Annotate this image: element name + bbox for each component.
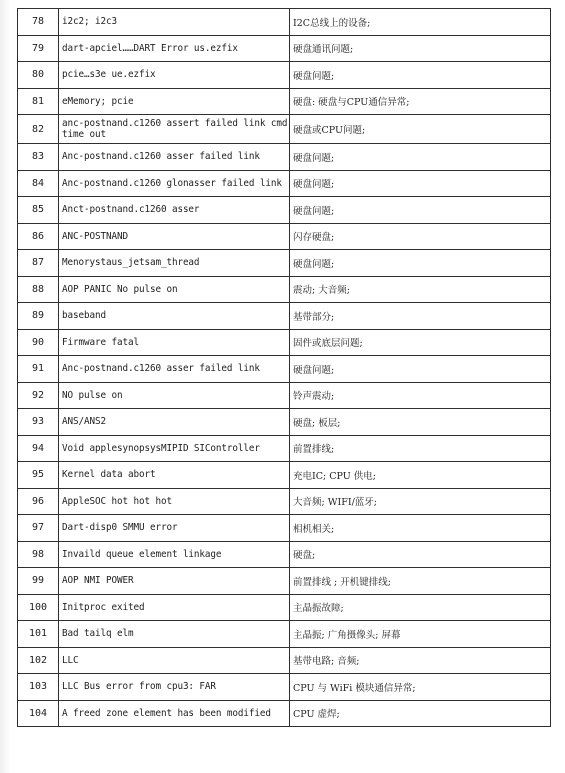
row-number: 99 xyxy=(18,568,59,595)
table-row xyxy=(18,382,551,409)
error-code-cell: AOP PANIC No pulse on xyxy=(59,276,290,303)
row-number: 90 xyxy=(18,329,59,356)
table-row xyxy=(18,223,551,250)
error-code-table-body xyxy=(18,9,551,727)
table-row xyxy=(18,144,551,171)
row-number: 87 xyxy=(18,250,59,277)
fault-description-cell: 基带部分; xyxy=(290,303,551,330)
fault-description-cell: 硬盘问题; xyxy=(290,197,551,224)
fault-description-cell: 铃声震动; xyxy=(290,382,551,409)
error-code-cell: ANS/ANS2 xyxy=(59,409,290,436)
row-number: 88 xyxy=(18,276,59,303)
fault-description-cell: 硬盘或CPU问题; xyxy=(290,115,551,144)
row-number: 89 xyxy=(18,303,59,330)
fault-description-cell: 主晶振故障; xyxy=(290,594,551,621)
row-number: 102 xyxy=(18,647,59,674)
table-row xyxy=(18,462,551,489)
error-code-cell: i2c2; i2c3 xyxy=(59,9,290,36)
row-number: 103 xyxy=(18,674,59,701)
error-code-cell: A freed zone element has been modified xyxy=(59,700,290,727)
table-row xyxy=(18,35,551,62)
table-row xyxy=(18,594,551,621)
fault-description-cell: 基带电路; 音频; xyxy=(290,647,551,674)
row-number: 101 xyxy=(18,621,59,648)
table-row xyxy=(18,9,551,36)
fault-description-cell: I2C总线上的设备; xyxy=(290,9,551,36)
error-code-cell: Firmware fatal xyxy=(59,329,290,356)
error-code-cell: Invaild queue element linkage xyxy=(59,541,290,568)
error-code-cell: Anct-postnand.c1260 asser xyxy=(59,197,290,224)
fault-description-cell: 硬盘; 板层; xyxy=(290,409,551,436)
error-code-cell: Anc-postnand.c1260 glonasser failed link xyxy=(59,170,290,197)
row-number: 85 xyxy=(18,197,59,224)
table-row xyxy=(18,674,551,701)
row-number: 97 xyxy=(18,515,59,542)
table-row xyxy=(18,329,551,356)
error-code-cell: Void applesynopsysMIPID SIController xyxy=(59,435,290,462)
page-edge-shadow xyxy=(0,0,10,773)
fault-description-cell: 相机相关; xyxy=(290,515,551,542)
fault-description-cell: 硬盘通讯问题; xyxy=(290,35,551,62)
table-row xyxy=(18,488,551,515)
row-number: 82 xyxy=(18,115,59,144)
error-code-cell: eMemory; pcie xyxy=(59,88,290,115)
fault-description-cell: 硬盘问题; xyxy=(290,356,551,383)
table-row xyxy=(18,541,551,568)
table-row xyxy=(18,435,551,462)
row-number: 81 xyxy=(18,88,59,115)
error-code-cell: Initproc exited xyxy=(59,594,290,621)
row-number: 92 xyxy=(18,382,59,409)
error-code-cell: LLC xyxy=(59,647,290,674)
error-code-cell: pcie…s3e ue.ezfix xyxy=(59,62,290,89)
table-row xyxy=(18,700,551,727)
row-number: 96 xyxy=(18,488,59,515)
row-number: 91 xyxy=(18,356,59,383)
row-number: 100 xyxy=(18,594,59,621)
fault-description-cell: 硬盘问题; xyxy=(290,62,551,89)
error-code-cell: AppleSOC hot hot hot xyxy=(59,488,290,515)
table-row xyxy=(18,62,551,89)
fault-description-cell: 充电IC; CPU 供电; xyxy=(290,462,551,489)
error-code-cell: Anc-postnand.c1260 asser failed link xyxy=(59,144,290,171)
table-row xyxy=(18,303,551,330)
row-number: 83 xyxy=(18,144,59,171)
table-row xyxy=(18,515,551,542)
table-row xyxy=(18,250,551,277)
error-code-cell: AOP NMI POWER xyxy=(59,568,290,595)
table-row xyxy=(18,170,551,197)
error-code-cell: anc-postnand.c1260 assert failed link cmd time out xyxy=(59,115,290,144)
row-number: 84 xyxy=(18,170,59,197)
fault-description-cell: 闪存硬盘; xyxy=(290,223,551,250)
error-code-cell: Menorystaus_jetsam_thread xyxy=(59,250,290,277)
error-code-cell: baseband xyxy=(59,303,290,330)
table-row xyxy=(18,409,551,436)
row-number: 95 xyxy=(18,462,59,489)
table-row xyxy=(18,621,551,648)
row-number: 79 xyxy=(18,35,59,62)
fault-description-cell: 硬盘问题; xyxy=(290,170,551,197)
error-code-cell: Kernel data abort xyxy=(59,462,290,489)
error-code-cell: LLC Bus error from cpu3: FAR xyxy=(59,674,290,701)
table-row xyxy=(18,647,551,674)
row-number: 94 xyxy=(18,435,59,462)
error-code-cell: ANC-POSTNAND xyxy=(59,223,290,250)
fault-description-cell: 主晶振; 广角摄像头; 屏幕 xyxy=(290,621,551,648)
table-row xyxy=(18,356,551,383)
row-number: 78 xyxy=(18,9,59,36)
fault-description-cell: CPU 与 WiFi 模块通信异常; xyxy=(290,674,551,701)
row-number: 80 xyxy=(18,62,59,89)
error-code-table xyxy=(17,8,551,727)
fault-description-cell: 震动; 大音频; xyxy=(290,276,551,303)
table-row xyxy=(18,568,551,595)
fault-description-cell: 硬盘; xyxy=(290,541,551,568)
table-row xyxy=(18,115,551,144)
fault-description-cell: 硬盘问题; xyxy=(290,250,551,277)
fault-description-cell: 大音频; WIFI/蓝牙; xyxy=(290,488,551,515)
fault-description-cell: 固件或底层问题; xyxy=(290,329,551,356)
row-number: 93 xyxy=(18,409,59,436)
row-number: 104 xyxy=(18,700,59,727)
fault-description-cell: CPU 虚焊; xyxy=(290,700,551,727)
error-code-cell: NO pulse on xyxy=(59,382,290,409)
fault-description-cell: 硬盘: 硬盘与CPU通信异常; xyxy=(290,88,551,115)
fault-description-cell: 前置排线; xyxy=(290,435,551,462)
error-code-cell: Anc-postnand.c1260 asser failed link xyxy=(59,356,290,383)
row-number: 98 xyxy=(18,541,59,568)
error-code-cell: Dart-disp0 SMMU error xyxy=(59,515,290,542)
fault-description-cell: 硬盘问题; xyxy=(290,144,551,171)
error-code-cell: dart-apciel……DART Error us.ezfix xyxy=(59,35,290,62)
table-row xyxy=(18,88,551,115)
table-row xyxy=(18,276,551,303)
table-row xyxy=(18,197,551,224)
error-code-cell: Bad tailq elm xyxy=(59,621,290,648)
fault-description-cell: 前置排线 ; 开机键排线; xyxy=(290,568,551,595)
row-number: 86 xyxy=(18,223,59,250)
